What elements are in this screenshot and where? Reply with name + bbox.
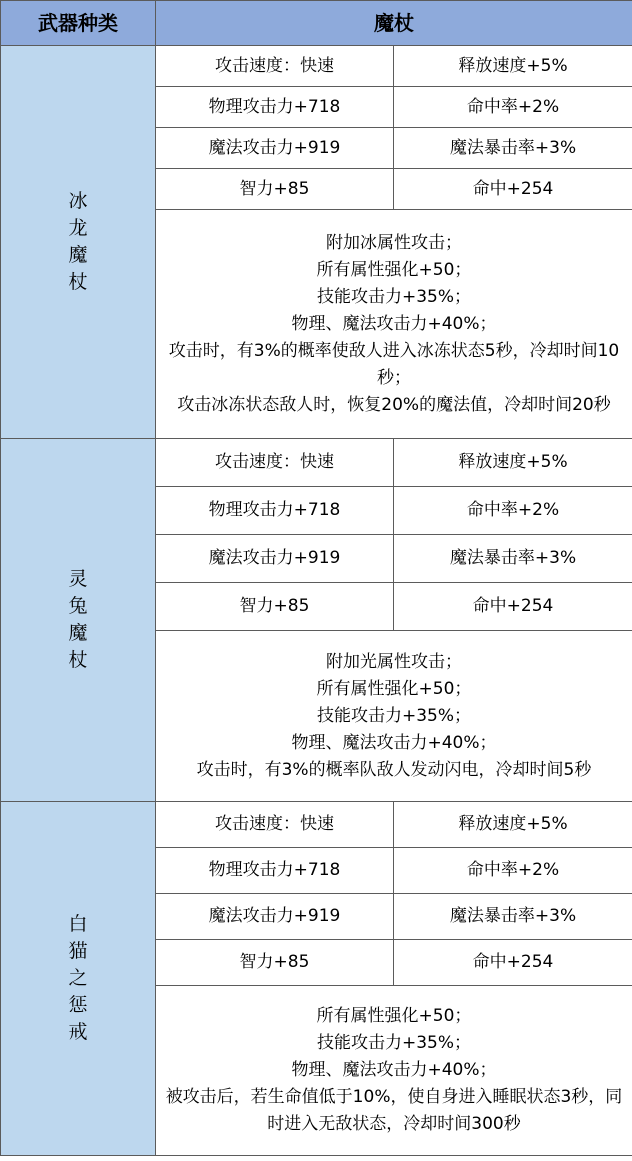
stat-cell: 攻击速度：快速 — [156, 439, 394, 487]
effect-line: 被攻击后，若生命值低于10%，使自身进入睡眠状态3秒，同时进入无敌状态，冷却时间300秒 — [165, 1087, 623, 1134]
stat-cell: 物理攻击力+718 — [156, 848, 394, 894]
stat-cell: 攻击速度：快速 — [156, 46, 394, 87]
weapon-name-cell — [1, 439, 156, 802]
effects-cell — [156, 631, 632, 802]
header-row — [1, 1, 632, 46]
stat-cell: 释放速度+5% — [394, 439, 632, 487]
stat-cell: 命中+254 — [394, 940, 632, 986]
stat-cell: 魔法暴击率+3% — [394, 535, 632, 583]
effect-line: 攻击冰冻状态敌人时，恢复20%的魔法值，冷却时间20秒 — [177, 394, 611, 415]
weapon-type-header: 魔杖 — [156, 1, 632, 46]
effect-line: 所有属性强化+50； — [316, 259, 472, 280]
effect-line: 技能攻击力+35%； — [316, 1033, 472, 1053]
effect-line: 附加光属性攻击； — [326, 651, 462, 672]
stat-cell: 魔法暴击率+3% — [394, 128, 632, 169]
stat-cell: 智力+85 — [156, 169, 394, 210]
effect-line: 所有属性强化+50； — [316, 678, 472, 699]
effect-line: 物理、魔法攻击力+40%； — [291, 732, 497, 753]
weapon-name: 灵兔魔杖 — [68, 568, 88, 671]
effect-line: 技能攻击力+35%； — [316, 705, 472, 726]
stat-cell: 命中+254 — [394, 169, 632, 210]
effect-line: 攻击时，有3%的概率使敌人进入冰冻状态5秒，冷却时间10秒； — [168, 340, 620, 388]
stat-cell: 物理攻击力+718 — [156, 87, 394, 128]
stat-cell: 命中率+2% — [394, 487, 632, 535]
stat-cell: 魔法攻击力+919 — [156, 535, 394, 583]
stat-cell: 智力+85 — [156, 583, 394, 631]
effect-line: 物理、魔法攻击力+40%； — [291, 1060, 497, 1080]
stat-cell: 命中+254 — [394, 583, 632, 631]
weapon-section — [1, 46, 632, 439]
stat-cell: 魔法暴击率+3% — [394, 894, 632, 940]
effect-line: 攻击时，有3%的概率队敌人发动闪电，冷却时间5秒 — [196, 759, 592, 780]
weapon-name: 白猫之惩戒 — [68, 913, 88, 1043]
stat-cell: 释放速度+5% — [394, 802, 632, 848]
stat-cell: 智力+85 — [156, 940, 394, 986]
effect-line: 技能攻击力+35%； — [316, 286, 472, 307]
stat-row — [1, 439, 632, 487]
weapon-section — [1, 802, 632, 1156]
effect-line: 物理、魔法攻击力+40%； — [291, 313, 497, 334]
stat-cell: 攻击速度：快速 — [156, 802, 394, 848]
effects-cell — [156, 986, 632, 1156]
stat-cell: 物理攻击力+718 — [156, 487, 394, 535]
stat-row — [1, 46, 632, 87]
weapon-section — [1, 439, 632, 802]
stat-cell: 魔法攻击力+919 — [156, 128, 394, 169]
stat-row — [1, 802, 632, 848]
effect-line: 附加冰属性攻击； — [326, 232, 462, 253]
weapon-name-cell — [1, 802, 156, 1156]
stat-cell: 魔法攻击力+919 — [156, 894, 394, 940]
weapon-name-cell — [1, 46, 156, 439]
stat-cell: 释放速度+5% — [394, 46, 632, 87]
effects-cell — [156, 210, 632, 439]
stat-cell: 命中率+2% — [394, 848, 632, 894]
stat-cell: 命中率+2% — [394, 87, 632, 128]
effect-line: 所有属性强化+50； — [316, 1006, 472, 1026]
weapon-name: 冰龙魔杖 — [68, 190, 88, 293]
category-header: 武器种类 — [1, 1, 156, 46]
